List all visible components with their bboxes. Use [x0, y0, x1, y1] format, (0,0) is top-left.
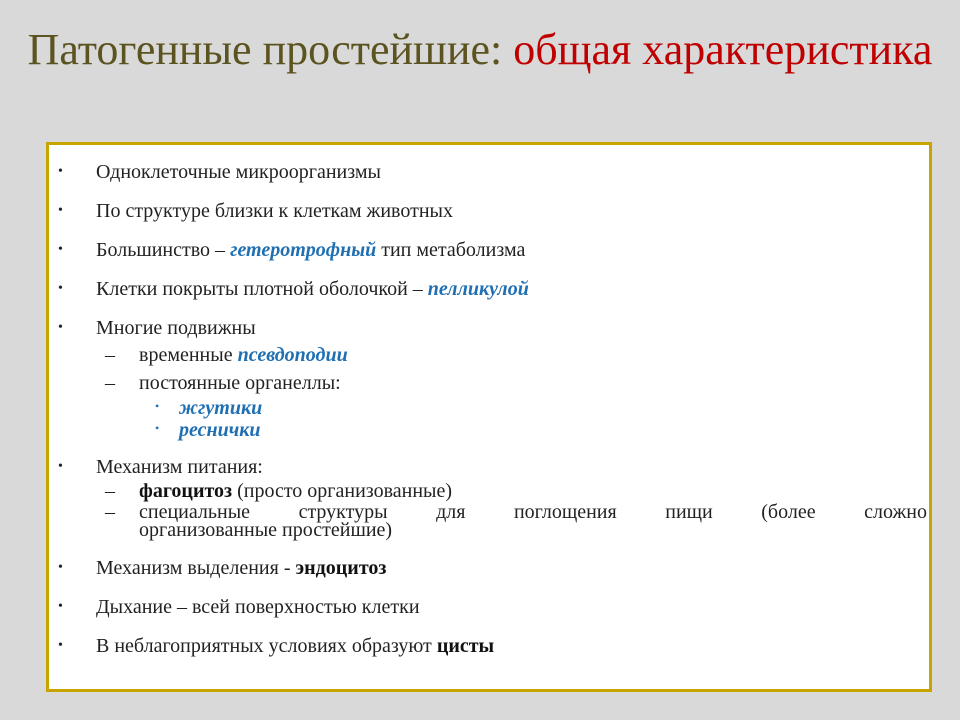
item-text: Одноклеточные микроорганизмы	[96, 161, 381, 183]
bullet: •	[58, 459, 63, 474]
term-pseudopodia: псевдоподии	[237, 344, 348, 366]
item-text	[96, 239, 525, 262]
term-cilia: реснички	[179, 419, 261, 441]
title-part-main: Патогенные простейшие:	[27, 25, 514, 74]
bullet: •	[58, 242, 63, 257]
term-endocytosis: эндоцитоз	[295, 557, 387, 579]
bullet: •	[58, 560, 63, 575]
sub-item-text	[139, 480, 452, 503]
slide-title	[0, 22, 960, 78]
dash: –	[105, 501, 115, 523]
sub-item-text: постоянные органеллы:	[139, 372, 341, 394]
dash: –	[105, 480, 115, 502]
sub-bullet: •	[155, 399, 160, 413]
term-heterotrophic: гетеротрофный	[230, 239, 377, 261]
item-text: Дыхание – всей поверхностью клетки	[96, 596, 420, 618]
item-text: Многие подвижны	[96, 317, 256, 339]
item-text: Механизм питания:	[96, 456, 263, 478]
bullet: •	[58, 281, 63, 296]
item-text-prefix: Клетки покрыты плотной оболочкой –	[96, 278, 428, 300]
item-text	[96, 635, 494, 658]
sub-item-text-line2: организованные простейшие)	[139, 519, 393, 541]
item-text	[96, 557, 386, 580]
item-text-prefix: В неблагоприятных условиях образуют	[96, 635, 437, 657]
dash: –	[105, 344, 115, 366]
item-text-suffix: тип метаболизма	[376, 239, 526, 261]
sub-bullet: •	[155, 421, 160, 435]
term-cysts: цисты	[436, 635, 495, 657]
item-text	[96, 278, 529, 301]
item-text: По структуре близки к клеткам животных	[96, 200, 453, 222]
sub-item-text-line1: специальные структуры для поглощения пищи (более сложно	[139, 501, 927, 523]
dash: –	[105, 372, 115, 394]
term-phagocytosis: фагоцитоз	[139, 480, 233, 502]
bullet: •	[58, 638, 63, 653]
bullet: •	[58, 599, 63, 614]
bullet: •	[58, 164, 63, 179]
bullet: •	[58, 203, 63, 218]
sub-item-prefix: временные	[139, 344, 238, 366]
term-pellicle: пелликулой	[427, 278, 529, 300]
item-text-prefix: Механизм выделения -	[96, 557, 296, 579]
term-flagella: жгутики	[179, 397, 263, 419]
content-box	[46, 142, 932, 692]
bullet: •	[58, 320, 63, 335]
sub-item-text	[139, 344, 348, 367]
title-part-highlight: общая характеристика	[513, 25, 933, 74]
item-text-prefix: Большинство –	[96, 239, 231, 261]
sub-item-suffix: (просто организованные)	[232, 480, 452, 502]
